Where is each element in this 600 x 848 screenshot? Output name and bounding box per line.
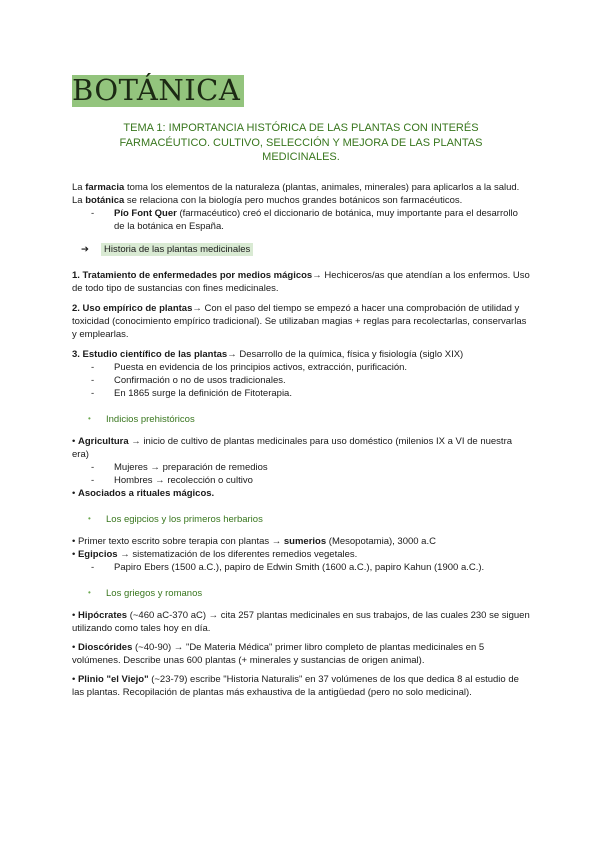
bullet-icon: • bbox=[88, 414, 91, 423]
term-farmacia: farmacia bbox=[85, 182, 125, 193]
section-1: 1. Tratamiento de enfermedades por medios mágicos→ Hechiceros/as que atendían a los enfermos. Uso de todo tipo de sustancias con fines medicinales. bbox=[72, 270, 530, 294]
bullet-icon: • bbox=[88, 514, 91, 523]
document-body bbox=[72, 181, 530, 699]
list-item: - Hombres → recolección o cultivo bbox=[72, 474, 530, 487]
sumerios-item: • Primer texto escrito sobre terapia con plantas → sumerios (Mesopotamia), 3000 a.C bbox=[72, 536, 436, 547]
hipocrates-item: • Hipócrates (~460 aC-370 aC) → cita 257 plantas medicinales en sus trabajos, de las cuales 230 se siguen utilizando como tales hoy en día. bbox=[72, 610, 530, 634]
list-item: - Papiro Ebers (1500 a.C.), papiro de Edwin Smith (1600 a.C.), papiro Kahun (1900 a.C.). bbox=[72, 561, 530, 574]
intro-pio-font-quer: - Pío Font Quer (farmacéutico) creó el diccionario de botánica, muy importante para el desarrollo de la botánica en España. bbox=[72, 207, 530, 233]
section-2: 2. Uso empírico de plantas→ Con el paso del tiempo se empezó a hacer una comprobación de utilidad y toxicidad (conocimiento empírico tradicional). Se utilizaban magias + reglas para recolectarlas, conservarlas y emplearlas. bbox=[72, 303, 527, 340]
page-title: BOTÁNICA bbox=[72, 75, 244, 107]
section-3: 3. Estudio científico de las plantas→ Desarrollo de la química, física y fisiología (siglo XIX) bbox=[72, 349, 464, 360]
rituales-item: • Asociados a rituales mágicos. bbox=[72, 488, 215, 499]
plinio-item: • Plinio "el Viejo" (~23-79) escribe "Historia Naturalis" en 37 volúmenes de los que dedica 8 al estudio de las plantas. Recopilación de plantas más exhaustiva de la antigüedad (pero no solo medicinal). bbox=[72, 674, 519, 698]
bullet-icon: • bbox=[88, 588, 91, 597]
intro-farmacia: La farmacia toma los elementos de la naturaleza (plantas, animales, minerales) para aplicarlos a la salud. bbox=[72, 182, 520, 193]
greeks-heading: • Los griegos y romanos bbox=[88, 588, 203, 599]
list-item: - Puesta en evidencia de los principios activos, extracción, purificación. bbox=[72, 361, 530, 374]
egipcios-item: • Egipcios → sistematización de los diferentes remedios vegetales. bbox=[72, 549, 358, 560]
egyptians-heading: • Los egipcios y los primeros herbarios bbox=[88, 514, 263, 525]
prehistoric-heading: • Indicios prehistóricos bbox=[88, 414, 195, 425]
term-botanica: botánica bbox=[85, 195, 125, 206]
agricultura-item: • Agricultura → inicio de cultivo de plantas medicinales para uso doméstico (milenios IX a VI de nuestra era) bbox=[72, 436, 513, 460]
list-item: - En 1865 surge la definición de Fitoterapia. bbox=[72, 387, 530, 400]
intro-botanica: La botánica se relaciona con la biología pero muchos grandes botánicos son farmacéuticos. bbox=[72, 195, 463, 206]
topic-subtitle: TEMA 1: IMPORTANCIA HISTÓRICA DE LAS PLANTAS CON INTERÉS FARMACÉUTICO. CULTIVO, SELECCIÓN Y MEJORA DE LAS PLANTAS MEDICINALES. bbox=[119, 122, 483, 163]
history-heading: ➔ Historia de las plantas medicinales bbox=[81, 243, 530, 256]
list-item: - Mujeres → preparación de remedios bbox=[72, 461, 530, 474]
arrow-icon: ➔ bbox=[81, 244, 89, 255]
dioscorides-item: • Dioscórides (~40-90) → "De Materia Médica" primer libro completo de plantas medicinales en 5 volúmenes. Describe unas 600 plantas (+ minerales y sustancias de origen animal). bbox=[72, 642, 485, 666]
list-item: - Confirmación o no de usos tradicionales. bbox=[72, 374, 530, 387]
